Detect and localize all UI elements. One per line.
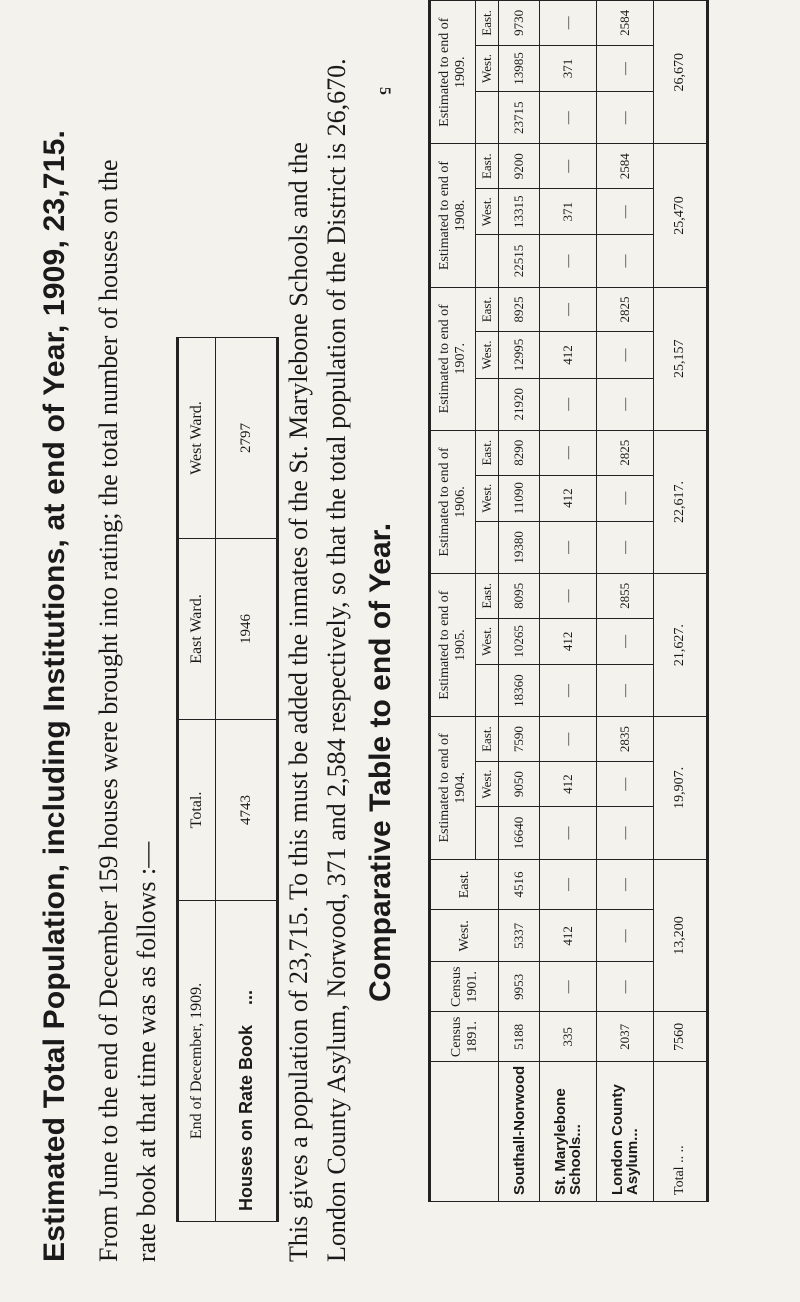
comp-sub-1907-west: West.	[476, 332, 499, 378]
comp-total-1905: 21,627.	[654, 574, 708, 717]
houses-total-value: 4743	[216, 720, 278, 901]
comp-total-1909: 26,670	[654, 1, 708, 144]
comp-cell: 13315	[499, 189, 540, 235]
comp-sub-1909-west: West.	[476, 45, 499, 91]
comp-cell: 18360	[499, 665, 540, 717]
intro-line-1: From June to the end of December 159 houses were brought into rating; the total number of houses on the	[94, 159, 123, 1262]
houses-row-label	[216, 901, 278, 1222]
comp-sub-1905-east: East.	[476, 574, 499, 619]
comp-cell: 2835	[597, 717, 654, 762]
comp-cell: 412	[540, 910, 597, 962]
intro-line-2: rate book at that time was as follows :—	[132, 841, 161, 1262]
comp-cell: 21920	[499, 378, 540, 430]
comp-cell: 9953	[499, 962, 540, 1012]
comp-cell: —	[597, 962, 654, 1012]
comp-cell: —	[597, 475, 654, 521]
comp-sub-1908-total	[476, 235, 499, 287]
comp-cell: —	[540, 235, 597, 287]
comp-cell: —	[597, 521, 654, 573]
comp-sub-1904-total	[476, 807, 499, 859]
comp-cell: —	[540, 378, 597, 430]
comp-total-label: Total .. ..	[654, 1062, 708, 1202]
comp-total-1904: 19,907.	[654, 717, 708, 859]
comp-sub-1905-west: West.	[476, 618, 499, 664]
comp-cell: —	[597, 45, 654, 91]
comp-cell: 412	[540, 332, 597, 378]
houses-west-value: 2797	[216, 338, 278, 539]
comp-row-label: St. Marylebone Schools...	[540, 1062, 597, 1202]
population-paragraph-line-1: This gives a population of 23,715. To this must be added the inmates of the St. Marylebone Schools and the	[284, 142, 313, 1262]
comp-cell: 7590	[499, 717, 540, 762]
comp-cell: 2825	[597, 430, 654, 475]
comp-cell: —	[597, 807, 654, 859]
comp-sub-1908-east: East.	[476, 144, 499, 189]
comp-header-1909: Estimated to end of 1909.	[430, 1, 476, 144]
comp-sub-1904-east: East.	[476, 717, 499, 762]
comp-row-label: London County Asylum...	[597, 1062, 654, 1202]
comp-cell: 4516	[499, 859, 540, 910]
houses-header-west: West Ward.	[178, 338, 216, 539]
comp-cell: 8290	[499, 430, 540, 475]
comp-cell: —	[540, 92, 597, 144]
comp-cell: 10265	[499, 618, 540, 664]
comp-cell: 2584	[597, 1, 654, 46]
page-number: 5	[376, 87, 393, 95]
comp-sub-1906-west: West.	[476, 475, 499, 521]
comp-cell: —	[540, 574, 597, 619]
comp-header-1908: Estimated to end of 1908.	[430, 144, 476, 287]
comp-total-1891: 7560	[654, 1012, 708, 1062]
houses-table	[176, 337, 279, 1222]
comp-cell: 11090	[499, 475, 540, 521]
comp-row-asylum	[597, 1, 654, 1202]
comp-cell: 412	[540, 618, 597, 664]
houses-header-east: East Ward.	[178, 539, 216, 720]
comp-cell: —	[540, 665, 597, 717]
comp-cell: 371	[540, 189, 597, 235]
comp-sub-1907-total	[476, 378, 499, 430]
comparative-table-title: Comparative Table to end of Year.	[364, 522, 397, 1002]
comp-cell: 2825	[597, 287, 654, 332]
comp-cell: 335	[540, 1012, 597, 1062]
comp-header-census-1901: Census 1901.	[430, 962, 499, 1012]
comp-cell: 2584	[597, 144, 654, 189]
comp-cell: —	[540, 717, 597, 762]
comp-cell: 9730	[499, 1, 540, 46]
comp-cell: —	[540, 859, 597, 910]
comp-cell: —	[597, 618, 654, 664]
comp-cell: —	[597, 332, 654, 378]
comp-cell: 13985	[499, 45, 540, 91]
comp-header-west: West.	[430, 910, 499, 962]
comp-cell: 8925	[499, 287, 540, 332]
comp-cell: —	[540, 1, 597, 46]
comp-cell: —	[597, 910, 654, 962]
comp-sub-1908-west: West.	[476, 189, 499, 235]
comp-total-1908: 25,470	[654, 144, 708, 287]
comp-total-1906: 22,617.	[654, 430, 708, 573]
comp-cell: 371	[540, 45, 597, 91]
comp-header-1907: Estimated to end of 1907.	[430, 287, 476, 430]
comp-cell: 2855	[597, 574, 654, 619]
comp-cell: —	[540, 521, 597, 573]
comp-sub-1907-east: East.	[476, 287, 499, 332]
population-paragraph-line-2: London County Asylum, Norwood, 371 and 2,584 respectively, so that the total population of the District is 26,670.	[322, 58, 351, 1262]
comp-cell: —	[597, 235, 654, 287]
comp-cell: 22515	[499, 235, 540, 287]
comp-cell: 8095	[499, 574, 540, 619]
comp-cell: 12995	[499, 332, 540, 378]
comp-row-label: Southall-Norwood	[499, 1062, 540, 1202]
comp-row-southall	[499, 1, 540, 1202]
comp-header-1904: Estimated to end of 1904.	[430, 717, 476, 859]
comp-cell: —	[540, 807, 597, 859]
comp-cell: —	[597, 378, 654, 430]
comp-cell: —	[540, 287, 597, 332]
comp-cell: —	[597, 761, 654, 806]
comp-cell: —	[540, 430, 597, 475]
comp-sub-1909-east: East.	[476, 1, 499, 46]
comp-cell: 19380	[499, 521, 540, 573]
comp-cell: —	[597, 92, 654, 144]
comp-cell: —	[597, 859, 654, 910]
comp-cell: 9050	[499, 761, 540, 806]
comp-header-1906: Estimated to end of 1906.	[430, 430, 476, 573]
comp-header-east: East.	[430, 859, 499, 910]
comp-row-marylebone	[540, 1, 597, 1202]
comp-cell: 16640	[499, 807, 540, 859]
comp-cell: —	[540, 144, 597, 189]
comparative-table	[428, 0, 709, 1202]
comp-cell: —	[597, 665, 654, 717]
comp-sub-1909-total	[476, 92, 499, 144]
comp-total-1901: 13,200	[654, 859, 708, 1012]
houses-header-total: Total.	[178, 720, 216, 901]
page-title: Estimated Total Population, including Institutions, at end of Year, 1909, 23,715.	[38, 129, 71, 1262]
comp-cell: 5337	[499, 910, 540, 962]
comp-sub-1904-west: West.	[476, 761, 499, 806]
comp-sub-1906-east: East.	[476, 430, 499, 475]
comp-total-1907: 25,157	[654, 287, 708, 430]
comp-cell: 412	[540, 761, 597, 806]
houses-label-text: Houses on Rate Book	[235, 1024, 256, 1211]
houses-label-dots: ...	[235, 989, 256, 1005]
comp-cell: —	[597, 189, 654, 235]
comp-row-total	[654, 1, 708, 1202]
comp-cell: 9200	[499, 144, 540, 189]
comp-cell: 412	[540, 475, 597, 521]
comp-header-1905: Estimated to end of 1905.	[430, 574, 476, 717]
comp-cell: —	[540, 962, 597, 1012]
comp-sub-1906-total	[476, 521, 499, 573]
houses-header-period: End of December, 1909.	[178, 901, 216, 1222]
comp-header-census-1891: Census 1891.	[430, 1012, 499, 1062]
comp-sub-1905-total	[476, 665, 499, 717]
comp-header-blank	[430, 1062, 499, 1202]
houses-east-value: 1946	[216, 539, 278, 720]
comp-cell: 23715	[499, 92, 540, 144]
comp-cell: 2037	[597, 1012, 654, 1062]
comp-cell: 5188	[499, 1012, 540, 1062]
